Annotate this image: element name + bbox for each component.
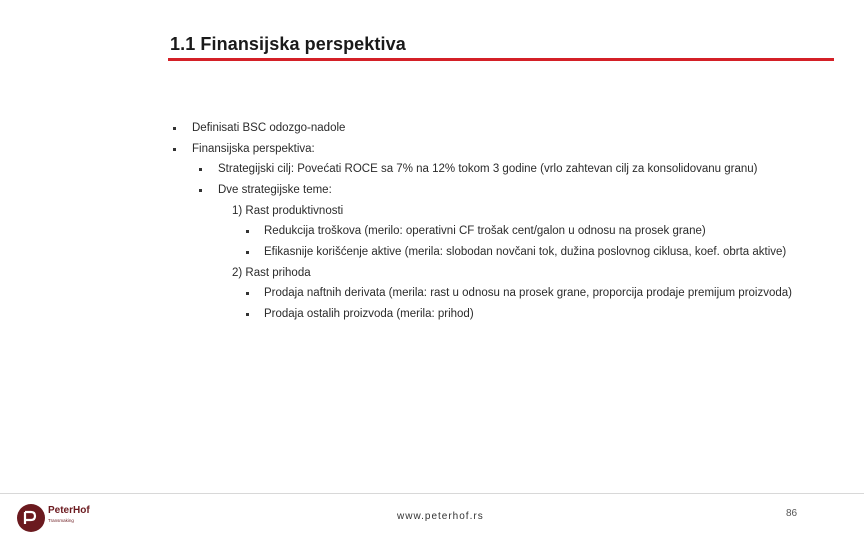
theme-heading: 2) Rast prihoda	[232, 266, 311, 279]
bullet-text: Prodaja ostalih proizvoda (merila: prihod)	[264, 308, 474, 321]
slide-content	[170, 120, 830, 327]
title-underline	[168, 58, 834, 61]
company-logo	[16, 503, 126, 533]
bullet-icon	[246, 292, 249, 295]
slide-title: 1.1 Finansijska perspektiva	[170, 34, 406, 54]
bullet-icon	[246, 313, 249, 316]
bullet-text: Strategijski cilj: Povećati ROCE sa 7% na 12% tokom 3 godine (vrlo zahtevan cilj za konsolidovanu granu)	[218, 163, 758, 176]
theme-item	[170, 306, 830, 323]
bullet-text: Finansijska perspektiva:	[192, 142, 315, 155]
bullet-icon	[246, 251, 249, 254]
theme-item	[170, 223, 830, 240]
bullet-item	[170, 141, 830, 158]
bullet-icon	[199, 189, 202, 192]
theme-item	[170, 285, 830, 302]
theme-item	[170, 244, 830, 261]
theme-heading: 1) Rast produktivnosti	[232, 204, 344, 217]
bullet-icon	[173, 127, 176, 130]
footer-url[interactable]: www.peterhof.rs	[397, 511, 484, 522]
bullet-text: Definisati BSC odozgo-nadole	[192, 122, 346, 134]
page-number: 86	[786, 508, 798, 519]
sub-bullet-item	[170, 182, 830, 199]
bullet-icon	[173, 148, 176, 151]
logo-name: PeterHof	[48, 505, 90, 516]
bullet-icon	[199, 168, 202, 171]
bullet-text: Redukcija troškova (merilo: operativni CF trošak cent/galon u odnosu na prosek grane)	[264, 225, 706, 238]
bullet-text: Prodaja naftnih derivata (merila: rast u odnosu na prosek grane, proporcija prodaje premijum proizvoda)	[264, 287, 793, 300]
logo-emblem-icon	[16, 503, 46, 533]
bullet-text: Dve strategijske teme:	[218, 184, 332, 197]
sub-bullet-item	[170, 161, 830, 178]
bullet-item	[170, 120, 830, 137]
bullet-text: Efikasnije korišćenje aktive (merila: slobodan novčani tok, dužina poslovnog ciklusa, koef. obrta aktive)	[264, 246, 787, 259]
bullet-icon	[246, 230, 249, 233]
footer-divider	[0, 493, 864, 494]
logo-subtitle: Transmaking	[48, 518, 74, 523]
